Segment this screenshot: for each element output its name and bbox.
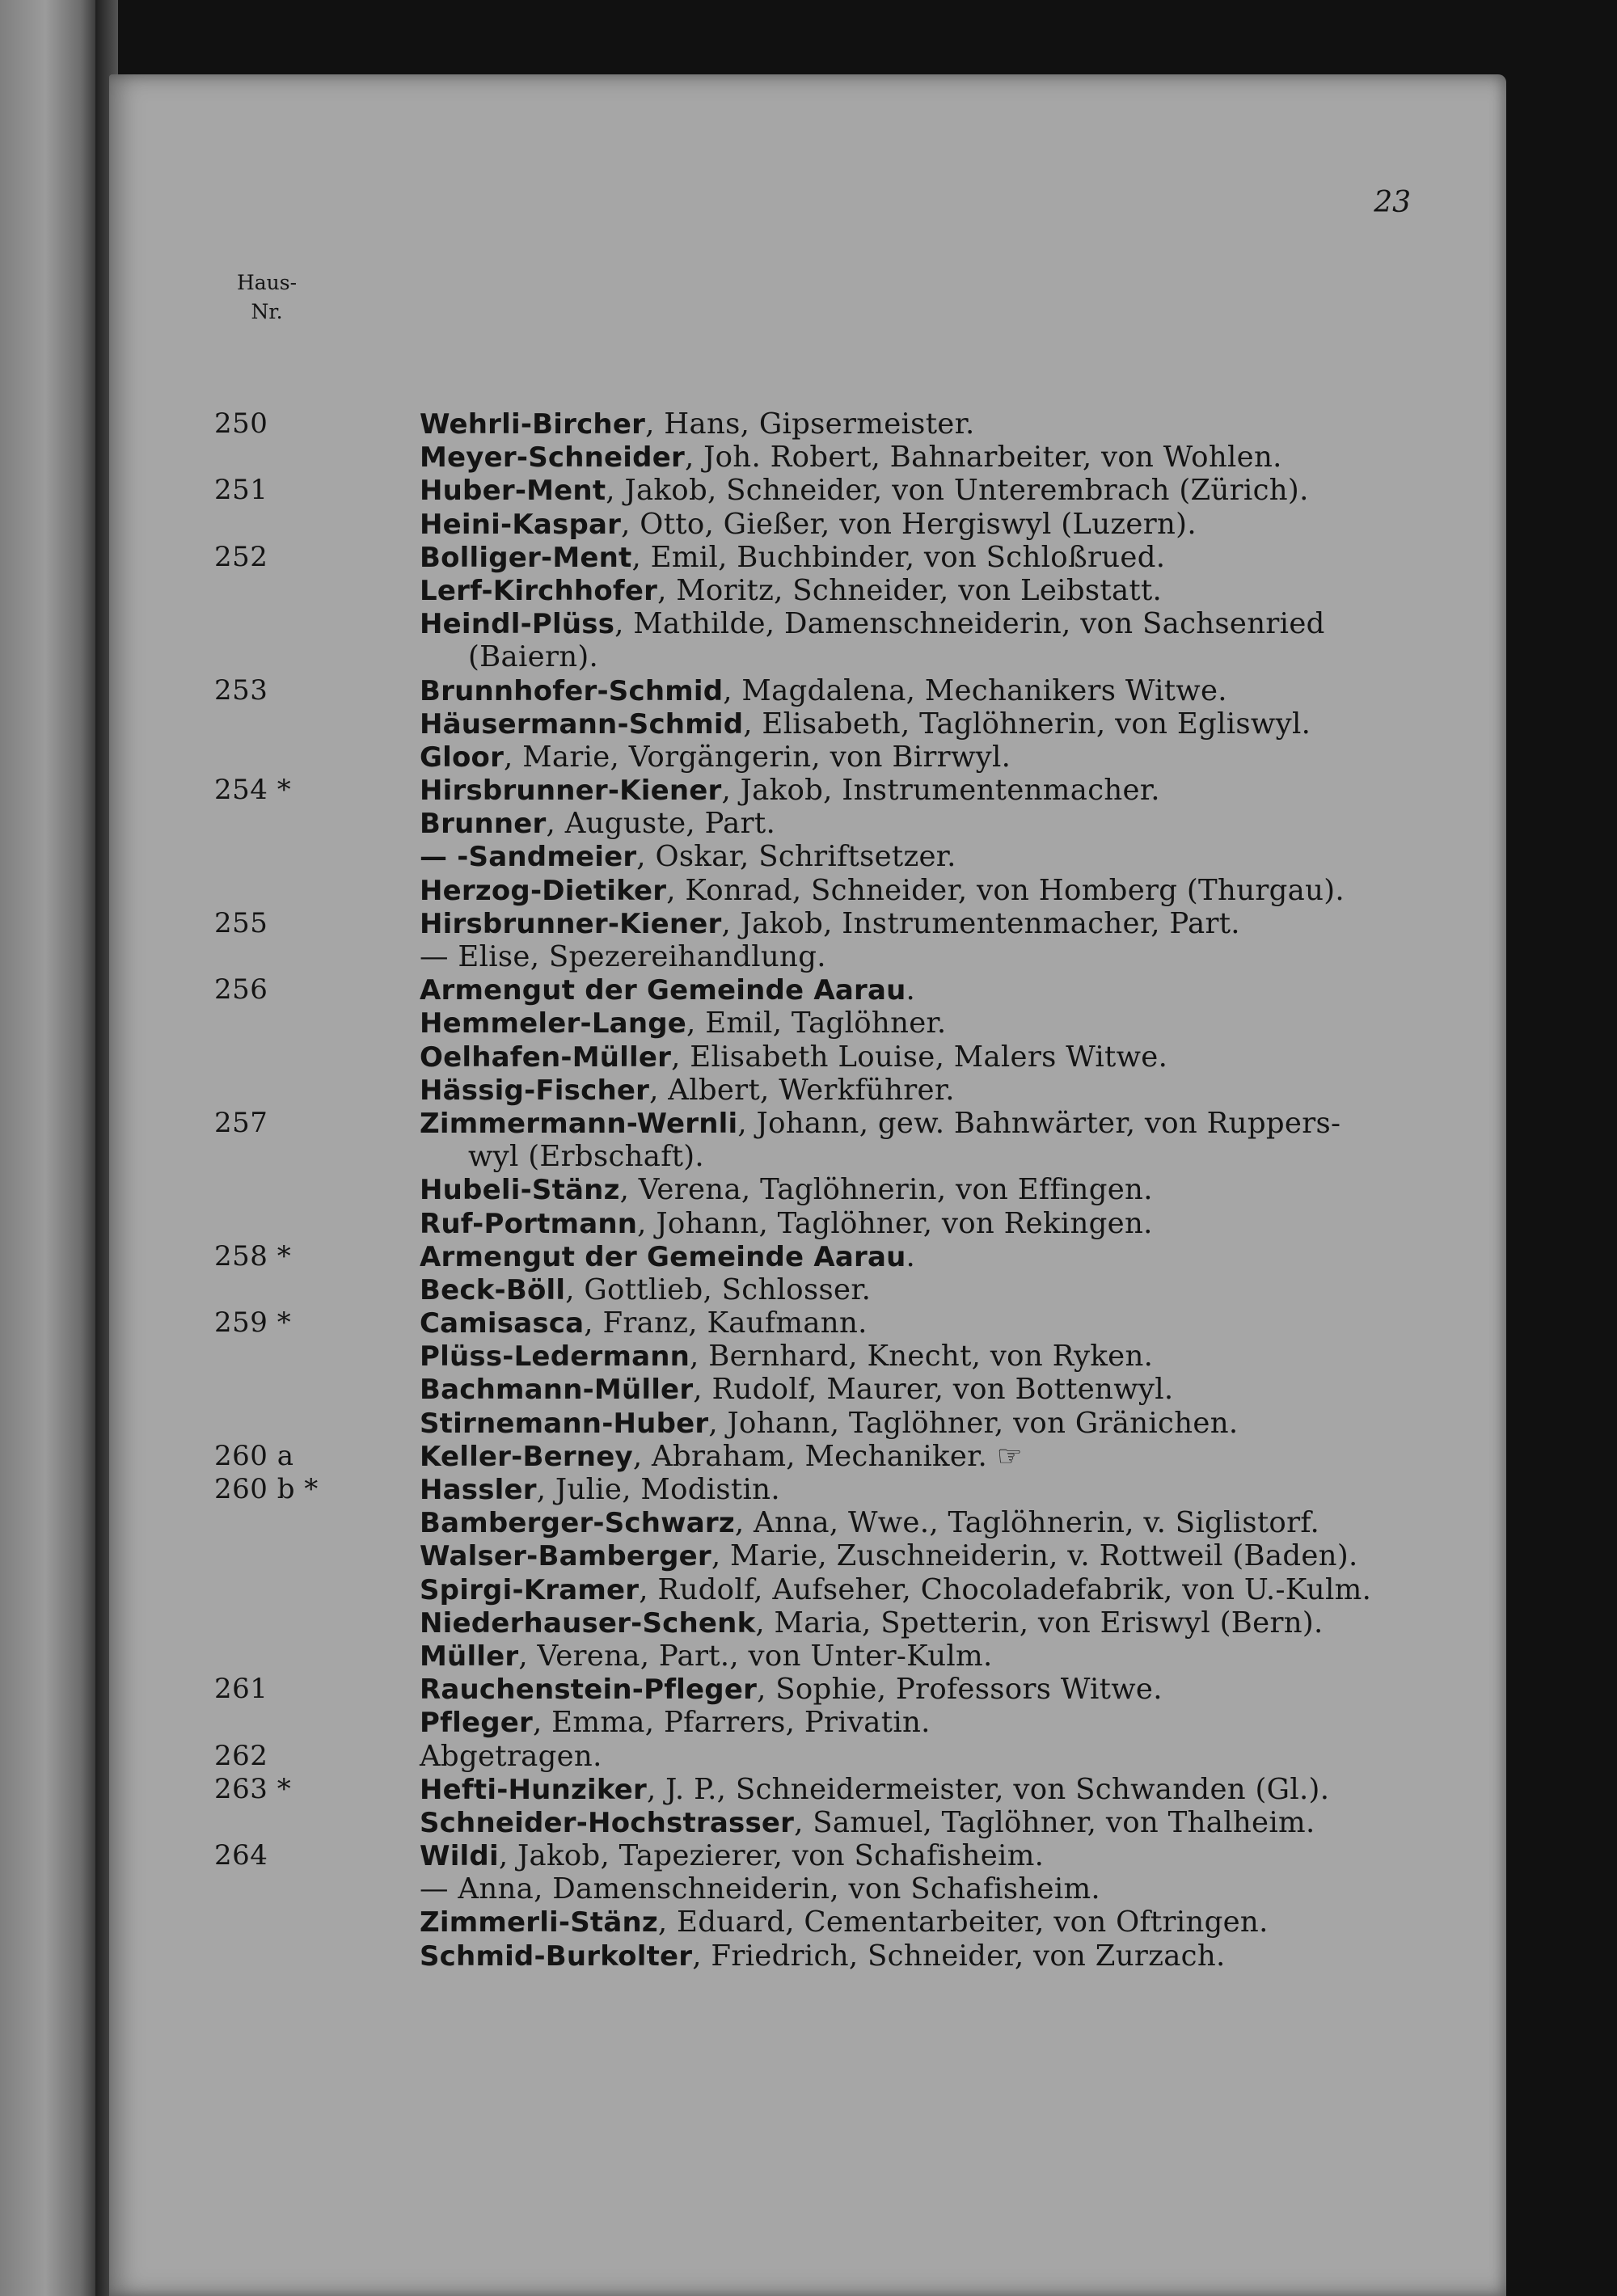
house-number: 262 [214,1739,268,1772]
resident-details: wyl (Erbschaft). [468,1140,705,1174]
entry-text [420,574,1162,608]
entry-text [420,1306,868,1340]
entry-row [214,874,1419,907]
entry-text [420,508,1197,542]
entry-row [214,1040,1419,1074]
entry-text [420,1939,1226,1973]
entry-row [214,607,1419,640]
resident-details: , Marie, Vorgängerin, von Birrwyl. [504,740,1011,774]
entry-text [420,1074,955,1108]
resident-details: , Konrad, Schneider, von Homberg (Thurgau). [666,873,1345,907]
entry-text [420,1839,1044,1873]
resident-surname: Pfleger [420,1707,533,1740]
resident-surname: Plüss-Ledermann [420,1340,690,1374]
entry-text [420,1407,1238,1441]
entry-text [420,707,1311,741]
resident-details: — Elise, Spezereihandlung. [420,940,826,973]
resident-details: , Friedrich, Schneider, von Zurzach. [692,1939,1226,1973]
entry-row [214,1673,1419,1706]
entry-row [214,441,1419,474]
house-number: 255 [214,906,268,939]
resident-details: , Joh. Robert, Bahnarbeiter, von Wohlen. [684,441,1282,475]
column-header-line-1: Haus- [236,271,298,294]
resident-surname: Hassler [420,1474,537,1506]
resident-details: , Elisabeth, Taglöhnerin, von Egliswyl. [743,707,1311,741]
entry-row [214,1007,1419,1040]
resident-details: , Eduard, Cementarbeiter, von Oftringen. [657,1906,1269,1939]
resident-details: , Bernhard, Knecht, von Ryken. [690,1340,1154,1374]
resident-surname: Herzog-Dietiker [420,874,667,907]
resident-surname: Spirgi-Kramer [420,1573,640,1606]
resident-surname: Hemmeler-Lange [420,1007,687,1040]
resident-details: , Sophie, Professors Witwe. [757,1673,1163,1707]
entry-row [214,907,1419,940]
resident-surname: Hefti-Hunziker [420,1773,647,1806]
resident-details: , Moritz, Schneider, von Leibstatt. [657,573,1163,607]
entry-row [214,1606,1419,1640]
resident-surname: Wildi [420,1840,499,1873]
entry-row [214,807,1419,840]
entry-row [214,707,1419,741]
resident-surname: Bachmann-Müller [420,1374,694,1407]
entry-row [214,1506,1419,1539]
resident-details: , Albert, Werkführer. [649,1073,955,1107]
entry-text [420,940,826,974]
house-number: 260 a [214,1439,294,1472]
resident-surname: Zimmermann-Wernli [420,1107,738,1140]
entry-text [420,1040,1167,1074]
entry-row [214,840,1419,873]
entry-row [214,1373,1419,1406]
entry-text [468,1140,704,1174]
resident-entries-list [214,407,1419,1973]
resident-surname: Schneider-Hochstrasser [420,1806,795,1839]
entry-text [420,1340,1153,1374]
resident-details: (Baiern). [468,640,599,674]
house-number: 264 [214,1839,268,1872]
entry-text [420,840,956,874]
entry-text [420,1573,1371,1607]
resident-details: , Oskar, Schriftsetzer. [636,840,956,874]
entry-row [214,774,1419,807]
entry-text [420,1207,1153,1241]
entry-text [420,874,1345,908]
entry-row [214,1340,1419,1373]
house-number: 251 [214,474,268,507]
entry-row [214,1839,1419,1872]
entry-text [420,1440,1023,1474]
entry-text [420,1173,1153,1207]
entry-text [420,973,915,1007]
entry-text [420,907,1240,941]
resident-details: , J. P., Schneidermeister, von Schwanden (Gl.). [646,1772,1330,1806]
page-number: 23 [1374,186,1411,219]
entry-row [214,1140,1419,1173]
resident-details: . [906,973,916,1007]
entry-text [420,541,1165,575]
house-number-column-header [222,268,311,327]
resident-details: , Marie, Zuschneiderin, v. Rottweil (Baden). [711,1539,1358,1573]
resident-surname: Beck-Böll [420,1273,566,1306]
entry-row [214,1906,1419,1939]
resident-surname: Hubeli-Stänz [420,1174,620,1207]
entry-text [420,1107,1340,1141]
resident-details: , Mathilde, Damenschneiderin, von Sachsenried [614,607,1325,641]
entry-row [214,741,1419,774]
resident-details: , Hans, Gipsermeister. [645,407,975,441]
entry-text [420,741,1011,774]
entry-text [420,1506,1319,1540]
entry-text [420,1273,871,1307]
resident-details: , Verena, Taglöhnerin, von Effingen. [619,1173,1153,1207]
resident-surname: Armengut der Gemeinde Aarau [420,1240,906,1273]
entry-row [214,1573,1419,1606]
entry-text [420,407,975,441]
entry-row [214,1173,1419,1206]
resident-surname: Walser-Bamberger [420,1540,711,1573]
resident-details: , Samuel, Taglöhner, von Thalheim. [794,1805,1315,1839]
house-number: 254 * [214,774,292,807]
entry-text [420,607,1325,641]
resident-details: , Abraham, Mechaniker. ☞ [632,1439,1023,1473]
resident-surname: Hässig-Fischer [420,1074,650,1107]
entry-row [214,574,1419,607]
entry-row [214,1640,1419,1673]
entry-row [214,1806,1419,1839]
directory-page [109,74,1506,2296]
entry-row [214,1407,1419,1440]
resident-surname: — -Sandmeier [420,841,637,874]
entry-row [214,973,1419,1007]
entry-row [214,1207,1419,1240]
entry-text [420,774,1160,808]
resident-surname: Lerf-Kirchhofer [420,574,658,607]
resident-surname: Müller [420,1640,519,1673]
house-number: 257 [214,1106,268,1139]
resident-details: , Franz, Kaufmann. [584,1306,868,1340]
resident-details: , Anna, Wwe., Taglöhnerin, v. Siglistorf. [734,1506,1320,1540]
resident-surname: Bamberger-Schwarz [420,1507,735,1540]
entry-row [214,1939,1419,1973]
house-number: 260 b * [214,1473,319,1505]
resident-surname: Brunnhofer-Schmid [420,674,724,707]
entry-row [214,1872,1419,1906]
entry-row [214,1240,1419,1273]
resident-surname: Häusermann-Schmid [420,707,744,741]
resident-surname: Hirsbrunner-Kiener [420,907,722,940]
resident-surname: Ruf-Portmann [420,1207,638,1240]
resident-details: , Elisabeth Louise, Malers Witwe. [671,1040,1168,1074]
resident-details: , Gottlieb, Schlosser. [565,1273,872,1306]
entry-text [420,1806,1315,1840]
entry-text [420,1373,1173,1407]
resident-details: — Anna, Damenschneiderin, von Schafisheim. [420,1872,1101,1906]
resident-details: , Jakob, Instrumentenmacher, Part. [721,906,1240,940]
entry-row [214,1473,1419,1506]
entry-row [214,541,1419,574]
entry-row [214,474,1419,507]
resident-surname: Rauchenstein-Pfleger [420,1673,758,1707]
resident-surname: Heini-Kaspar [420,508,622,541]
resident-surname: Meyer-Schneider [420,441,685,475]
entry-text [420,1872,1100,1906]
entry-text [420,474,1309,508]
resident-surname: Huber-Ment [420,475,606,508]
house-number: 250 [214,407,268,440]
entry-text [420,1606,1324,1640]
resident-details: , Otto, Gießer, von Hergiswyl (Luzern). [621,507,1197,541]
entry-text [420,1539,1358,1573]
resident-details: , Emil, Buchbinder, von Schloßrued. [631,540,1166,574]
entry-row [214,1306,1419,1340]
resident-surname: Keller-Berney [420,1440,633,1473]
resident-surname: Zimmerli-Stänz [420,1906,658,1939]
resident-details: , Johann, gew. Bahnwärter, von Ruppers- [737,1106,1341,1140]
entry-row [214,1539,1419,1572]
house-number: 263 * [214,1772,292,1805]
entry-text [420,1740,602,1774]
entry-row [214,1440,1419,1473]
entry-text [420,807,775,841]
entry-row [214,1706,1419,1739]
resident-surname: Bolliger-Ment [420,541,632,574]
entry-row [214,1273,1419,1306]
resident-details: Abgetragen. [420,1739,602,1773]
entry-row [214,640,1419,673]
entry-text [420,1706,931,1740]
resident-details: , Julie, Modistin. [536,1473,780,1506]
entry-row [214,1074,1419,1107]
entry-text [420,1473,780,1507]
entry-text [420,1673,1163,1707]
entry-row [214,940,1419,973]
resident-details: , Emil, Taglöhner. [686,1007,947,1040]
resident-details: , Maria, Spetterin, von Eriswyl (Bern). [755,1606,1324,1640]
resident-details: , Emma, Pfarrers, Privatin. [533,1706,931,1740]
house-number: 252 [214,540,268,573]
house-number: 259 * [214,1306,292,1340]
entry-text [420,1773,1329,1807]
entry-row [214,508,1419,541]
resident-surname: Hirsbrunner-Kiener [420,774,722,808]
resident-details: , Auguste, Part. [546,807,776,841]
column-header-line-2: Nr. [251,300,283,323]
resident-surname: Stirnemann-Huber [420,1407,709,1440]
entry-text [420,674,1227,708]
resident-details: , Rudolf, Aufseher, Chocoladefabrik, von U.-Kulm. [639,1572,1372,1606]
resident-surname: Niederhauser-Schenk [420,1606,756,1640]
resident-details: , Jakob, Instrumentenmacher. [721,774,1160,808]
entry-text [420,1640,993,1673]
entry-row [214,1107,1419,1140]
resident-surname: Oelhafen-Müller [420,1040,672,1074]
resident-details: , Verena, Part., von Unter-Kulm. [518,1639,993,1673]
entry-text [420,1240,915,1274]
entry-text [420,1906,1269,1939]
resident-details: , Rudolf, Maurer, von Bottenwyl. [693,1373,1174,1407]
resident-surname: Armengut der Gemeinde Aarau [420,974,906,1007]
resident-surname: Schmid-Burkolter [420,1939,693,1973]
entry-text [468,640,598,674]
entry-text [420,441,1282,475]
resident-details: , Jakob, Tapezierer, von Schafisheim. [498,1839,1045,1873]
house-number: 256 [214,973,268,1007]
resident-surname: Gloor [420,741,505,774]
resident-surname: Brunner [420,808,547,841]
entry-text [420,1007,947,1040]
house-number: 253 [214,673,268,707]
resident-details: , Johann, Taglöhner, von Rekingen. [637,1206,1153,1240]
resident-surname: Heindl-Plüss [420,608,615,641]
resident-details: , Magdalena, Mechanikers Witwe. [723,673,1227,707]
resident-details: . [906,1239,916,1273]
entry-row [214,674,1419,707]
entry-row [214,407,1419,441]
entry-row [214,1740,1419,1773]
resident-surname: Camisasca [420,1307,585,1340]
resident-details: , Johann, Taglöhner, von Gränichen. [708,1406,1239,1440]
house-number: 261 [214,1673,268,1706]
entry-row [214,1773,1419,1806]
house-number: 258 * [214,1239,292,1273]
resident-surname: Wehrli-Bircher [420,408,646,441]
facing-page-edge [0,0,101,2296]
resident-details: , Jakob, Schneider, von Unterembrach (Zürich). [606,474,1309,508]
